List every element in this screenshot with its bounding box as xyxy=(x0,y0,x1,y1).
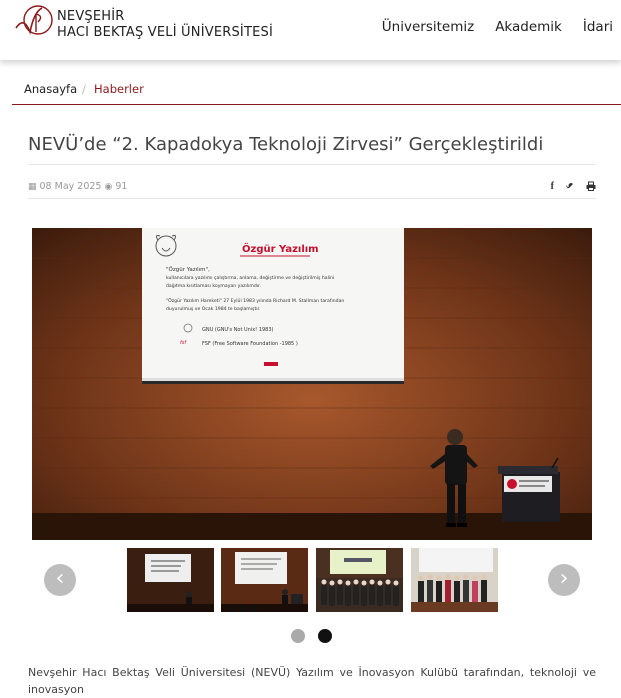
gallery-thumbnail[interactable] xyxy=(316,548,403,612)
breadcrumb xyxy=(12,80,621,105)
gallery-prev-button[interactable]: ‹ xyxy=(44,564,76,596)
calendar-icon: ▦ xyxy=(28,181,37,192)
article-body: Nevşehir Hacı Bektaş Veli Üniversitesi (NEVÜ) Yazılım ve İnovasyon Kulübü tarafından, teknoloji ve inovasyon xyxy=(28,666,596,696)
main-news-image[interactable] xyxy=(32,228,592,540)
page-title: NEVÜ’de “2. Kapadokya Teknoloji Zirvesi” Gerçekleştirildi xyxy=(28,134,544,155)
nav-idari[interactable]: İdari xyxy=(582,19,613,35)
article-meta xyxy=(28,181,127,192)
slide-line-4: "Özgür Yazılım Hareketi" 27 Eylül 1983 yılında Richard M. Stallman tarafından xyxy=(166,299,345,304)
twitter-icon[interactable] xyxy=(565,181,575,191)
main-nav xyxy=(382,19,613,35)
gallery-page-dot-1[interactable] xyxy=(291,629,305,643)
eye-icon: ◉ xyxy=(104,181,113,192)
slide-gnu: GNU (GNU's Not Unix! 1983) xyxy=(202,327,274,333)
facebook-icon[interactable]: f xyxy=(550,181,554,192)
nav-akademik[interactable]: Akademik xyxy=(495,19,562,35)
gallery-page-dot-2[interactable] xyxy=(318,629,332,643)
slide-line-5: duyurulmuş ve Ocak 1984 te başlamıştır. xyxy=(166,307,261,312)
gallery-thumbnail[interactable] xyxy=(411,548,498,612)
logo-text[interactable] xyxy=(57,9,273,41)
breadcrumb-separator: / xyxy=(82,82,86,96)
university-logo[interactable] xyxy=(12,2,56,40)
slide-line-3: dağıtma kısıtlaması koymayan yazılımdır. xyxy=(166,284,261,289)
slide-fsf: FSF (Free Software Foundation -1985 ) xyxy=(202,341,298,347)
gallery-thumbnail[interactable] xyxy=(221,548,308,612)
breadcrumb-home[interactable]: Anasayfa xyxy=(24,82,78,96)
svg-text:fsf: fsf xyxy=(180,340,187,346)
slide-line-2: kullanıcılara yazılımı çalıştırma, anlama, değiştirme ve değiştirilmiş halini xyxy=(166,276,335,281)
divider xyxy=(28,198,596,199)
site-header xyxy=(0,0,621,60)
gallery-next-button[interactable]: › xyxy=(548,564,580,596)
nav-universitemiz[interactable]: Üniversitemiz xyxy=(381,19,475,35)
breadcrumb-current[interactable]: Haberler xyxy=(94,82,144,96)
slide-heading: Özgür Yazılım xyxy=(242,244,319,255)
logo-line-2: HACI BEKTAŞ VELİ ÜNİVERSİTESİ xyxy=(57,25,273,40)
view-count: 91 xyxy=(115,181,128,192)
gallery-thumbnail[interactable] xyxy=(127,548,214,612)
share-buttons xyxy=(551,181,596,192)
logo-line-1: NEVŞEHİR xyxy=(57,9,125,24)
slide-line-1: "Özgür Yazılım", xyxy=(166,267,210,273)
print-icon[interactable] xyxy=(586,181,596,191)
article-date: 08 May 2025 xyxy=(39,181,102,192)
divider xyxy=(28,164,596,165)
